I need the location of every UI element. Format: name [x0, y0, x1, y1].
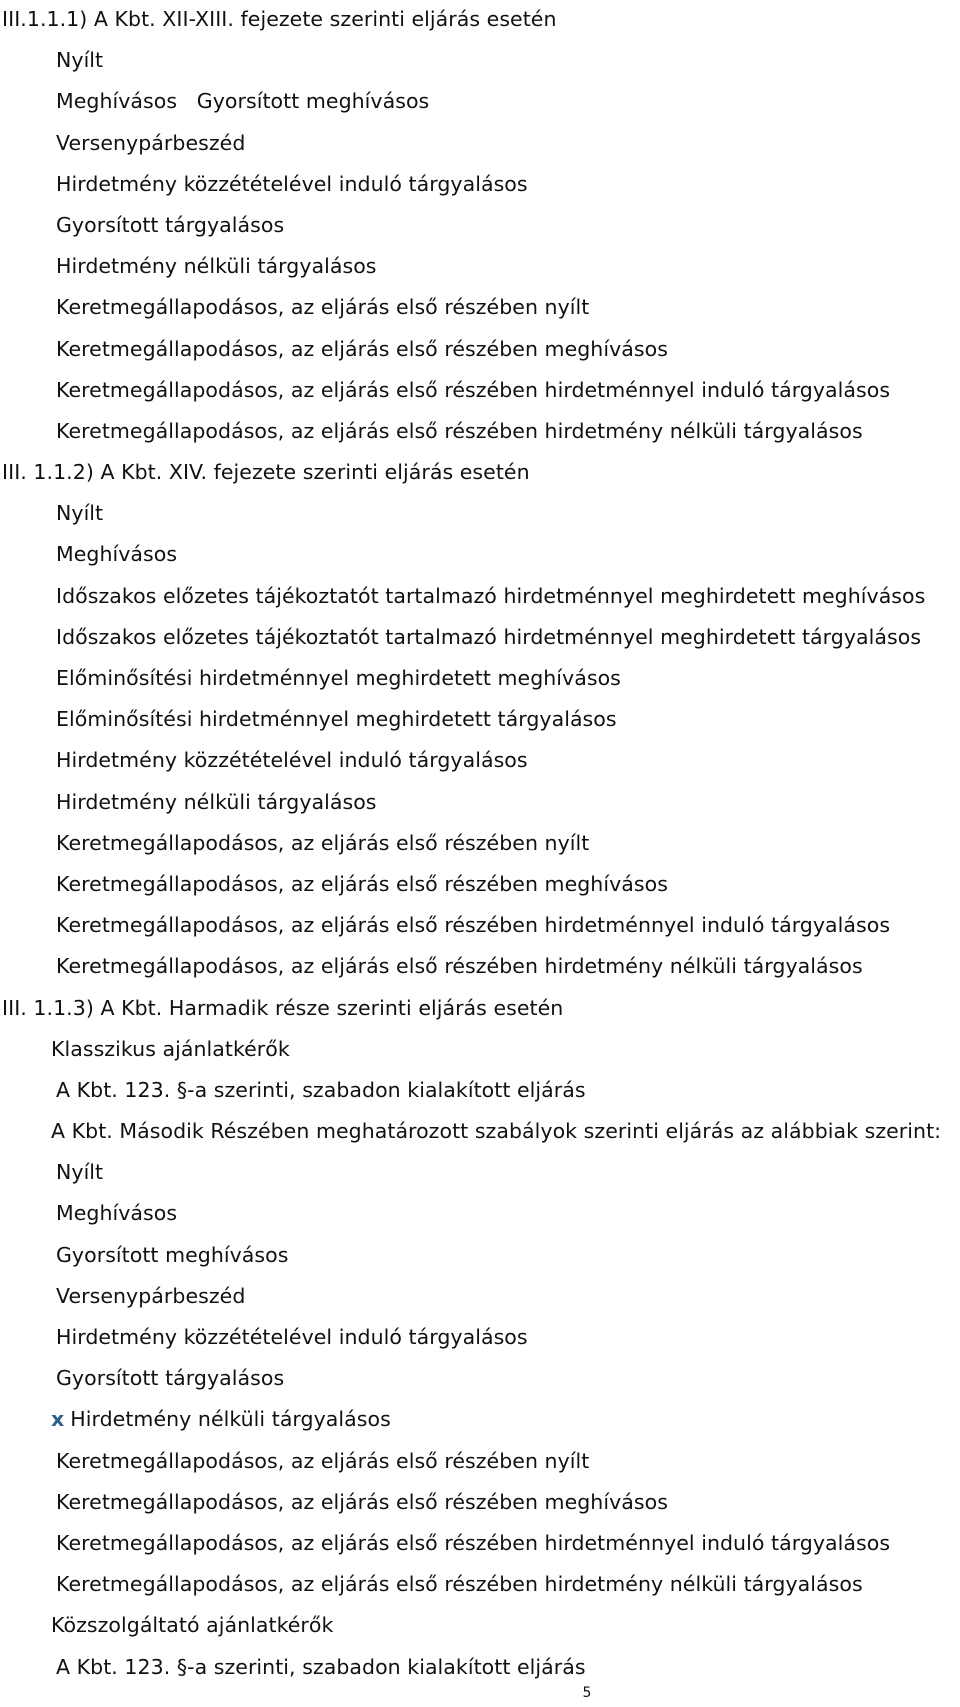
- option-line: [0, 1483, 960, 1524]
- line-text: Keretmegállapodásos, az eljárás első részében hirdetménnyel induló tárgyalásos: [56, 913, 891, 938]
- line-text: Gyorsított tárgyalásos: [56, 1366, 285, 1391]
- option-line: [0, 41, 960, 82]
- line-text: A Kbt. 123. §-a szerinti, szabadon kialakított eljárás: [56, 1654, 586, 1679]
- option-line: [0, 1524, 960, 1565]
- line-text: Keretmegállapodásos, az eljárás első részében hirdetménnyel induló tárgyalásos: [56, 377, 891, 402]
- group-line: [0, 1400, 960, 1441]
- line-text: Meghívásos Gyorsított meghívásos: [56, 89, 430, 114]
- option-line: [0, 783, 960, 824]
- selection-mark: x: [51, 1407, 65, 1432]
- line-text: Hirdetmény közzétételével induló tárgyalásos: [56, 1325, 528, 1349]
- line-text: Gyorsított tárgyalásos: [56, 212, 285, 237]
- option-line: [0, 82, 960, 123]
- option-line: [0, 824, 960, 865]
- line-text: Klasszikus ajánlatkérők: [51, 1036, 290, 1061]
- line-text: Hirdetmény közzétételével induló tárgyalásos: [56, 171, 528, 196]
- option-line: [0, 741, 960, 782]
- line-text: Nyílt: [56, 501, 104, 526]
- line-text: Nyílt: [56, 1160, 104, 1185]
- line-text: Gyorsított meghívásos: [56, 1242, 289, 1267]
- option-line: [0, 206, 960, 247]
- option-line: [0, 865, 960, 906]
- option-line: [0, 1359, 960, 1400]
- line-text: A Kbt. Második Részében meghatározott szabályok szerinti eljárás az alábbiak szerint:: [51, 1119, 942, 1144]
- option-line: [0, 1648, 960, 1689]
- section-heading: [0, 0, 960, 41]
- option-line: [0, 700, 960, 741]
- line-text: Keretmegállapodásos, az eljárás első részében hirdetménnyel induló tárgyalásos: [56, 1530, 891, 1555]
- option-line: [0, 330, 960, 371]
- option-line: [0, 1194, 960, 1235]
- line-text: Hirdetmény nélküli tárgyalásos: [56, 789, 377, 814]
- option-line: [0, 165, 960, 206]
- option-line: [0, 1153, 960, 1194]
- option-line: [0, 494, 960, 535]
- line-text: Keretmegállapodásos, az eljárás első részében hirdetmény nélküli tárgyalásos: [56, 1572, 863, 1597]
- line-text: Időszakos előzetes tájékoztatót tartalmazó hirdetménnyel meghirdetett meghívásos: [56, 583, 926, 608]
- line-text: Keretmegállapodásos, az eljárás első részében hirdetmény nélküli tárgyalásos: [56, 418, 863, 443]
- line-text: Időszakos előzetes tájékoztatót tartalmazó hirdetménnyel meghirdetett tárgyalásos: [56, 624, 922, 649]
- line-text: Közszolgáltató ajánlatkérők: [51, 1613, 334, 1638]
- option-line: [0, 535, 960, 576]
- line-text: Keretmegállapodásos, az eljárás első részében nyílt: [56, 295, 590, 320]
- line-text: III. 1.1.3) A Kbt. Harmadik része szerinti eljárás esetén: [2, 995, 564, 1020]
- option-line: [0, 1071, 960, 1112]
- line-text: Nyílt: [56, 48, 104, 73]
- option-line: [0, 906, 960, 947]
- line-text: Előminősítési hirdetménnyel meghirdetett tárgyalásos: [56, 707, 617, 732]
- line-text: A Kbt. 123. §-a szerinti, szabadon kialakított eljárás: [56, 1077, 586, 1102]
- line-text: III.1.1.1) A Kbt. XII-XIII. fejezete szerinti eljárás esetén: [2, 7, 557, 31]
- option-line: [0, 247, 960, 288]
- page-number: 5: [582, 1685, 592, 1701]
- option-line: [0, 371, 960, 412]
- option-line: [0, 412, 960, 453]
- line-text: Meghívásos: [56, 1201, 178, 1226]
- line-text: Keretmegállapodásos, az eljárás első részében meghívásos: [56, 871, 668, 896]
- section-heading: [0, 989, 960, 1030]
- line-text: Keretmegállapodásos, az eljárás első részében meghívásos: [56, 1489, 668, 1514]
- option-line: [0, 659, 960, 700]
- group-line: [0, 1030, 960, 1071]
- option-line: [0, 1277, 960, 1318]
- line-text: Hirdetmény nélküli tárgyalásos: [56, 254, 377, 279]
- line-text: Előminősítési hirdetménnyel meghirdetett meghívásos: [56, 666, 621, 690]
- option-line: [0, 124, 960, 165]
- group-line: [0, 1606, 960, 1647]
- section-heading: [0, 453, 960, 494]
- option-line: [0, 1442, 960, 1483]
- option-line: [0, 288, 960, 329]
- option-line: [0, 577, 960, 618]
- option-line: [0, 1318, 960, 1359]
- group-line: [0, 1112, 960, 1153]
- option-line: [0, 1565, 960, 1606]
- line-text: Versenypárbeszéd: [56, 1283, 246, 1308]
- line-text: III. 1.1.2) A Kbt. XIV. fejezete szerinti eljárás esetén: [2, 460, 530, 485]
- line-text: Hirdetmény nélküli tárgyalásos: [70, 1407, 391, 1432]
- line-text: Keretmegállapodásos, az eljárás első részében nyílt: [56, 830, 590, 855]
- option-line: [0, 947, 960, 988]
- line-text: Meghívásos: [56, 542, 178, 567]
- option-line: [0, 618, 960, 659]
- line-text: Hirdetmény közzétételével induló tárgyalásos: [56, 748, 528, 773]
- line-text: Keretmegállapodásos, az eljárás első részében nyílt: [56, 1448, 590, 1473]
- line-text: Keretmegállapodásos, az eljárás első részében hirdetmény nélküli tárgyalásos: [56, 954, 863, 979]
- line-text: Keretmegállapodásos, az eljárás első részében meghívásos: [56, 336, 668, 361]
- line-text: Versenypárbeszéd: [56, 130, 246, 155]
- option-line: [0, 1236, 960, 1277]
